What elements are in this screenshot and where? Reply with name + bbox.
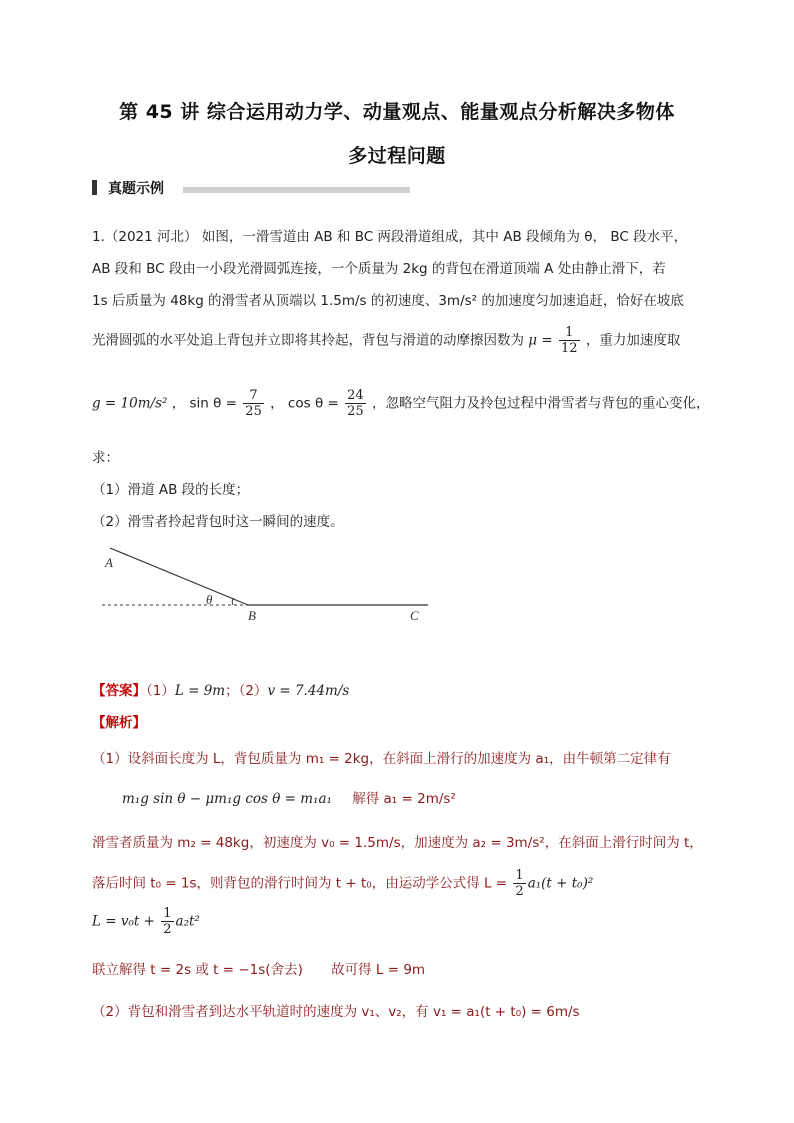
label-b: B bbox=[248, 608, 256, 623]
analysis-eq-1 bbox=[122, 787, 456, 807]
analysis-label: 【解析】 bbox=[92, 715, 146, 731]
question-1: （1）滑道 AB 段的长度； bbox=[92, 482, 250, 498]
step5-text: 联立解得 t = 2s 或 t = −1s(舍去) bbox=[92, 962, 303, 978]
analysis-step-3 bbox=[92, 868, 593, 899]
label-theta: θ bbox=[206, 592, 213, 607]
problem-line-5 bbox=[92, 388, 709, 419]
step3-expr: a₁(t + t₀)² bbox=[527, 875, 594, 892]
step4-num: 1 bbox=[163, 906, 172, 921]
sin-label: ， sin θ = bbox=[171, 395, 237, 412]
eq1-result: 解得 a₁ = 2m/s² bbox=[352, 791, 456, 807]
answer-v: v = 7.44m/s bbox=[267, 683, 350, 699]
eq1: m₁g sin θ − μm₁g cos θ = m₁a₁ bbox=[122, 791, 332, 807]
step3-fraction bbox=[513, 868, 525, 899]
step3-num: 1 bbox=[515, 868, 524, 883]
page-title: 第 45 讲 综合运用动力学、动量观点、能量观点分析解决多物体 bbox=[119, 101, 675, 123]
problem-line-3: 1s 后质量为 48kg 的滑雪者从顶端以 1.5m/s 的初速度、3m/s² 的加速度匀加速追赶，恰好在坡底 bbox=[92, 293, 684, 309]
question-2: （2）滑雪者拎起背包时这一瞬间的速度。 bbox=[92, 514, 344, 530]
problem-line-5-tail: ，忽略空气阻力及拎包过程中滑雪者与背包的重心变化， bbox=[371, 395, 710, 412]
cos-den: 25 bbox=[347, 404, 364, 419]
label-c: C bbox=[410, 608, 419, 623]
section-rule bbox=[183, 187, 410, 193]
analysis-step-1: （1）设斜面长度为 L，背包质量为 m₁ = 2kg，在斜面上滑行的加速度为 a₁，由牛顿第二定律有 bbox=[92, 751, 671, 767]
cos-label: ， cos θ = bbox=[270, 395, 339, 412]
answer-label: 【答案】 bbox=[92, 683, 146, 699]
problem-line-1: 1.（2021 河北） 如图，一滑雪道由 AB 和 BC 两段滑道组成，其中 AB 段倾角为 θ， BC 段水平， bbox=[92, 229, 688, 245]
answer-sep: ；（2） bbox=[225, 683, 268, 699]
analysis-step-2: 滑雪者质量为 m₂ = 48kg，初速度为 v₀ = 1.5m/s，加速度为 a₂ = 3m/s²，在斜面上滑行时间为 t， bbox=[92, 835, 703, 851]
step5-result: 故可得 L = 9m bbox=[331, 962, 426, 978]
cos-num: 24 bbox=[347, 388, 364, 403]
step4-fraction bbox=[161, 906, 173, 937]
section-label: 真题示例 bbox=[108, 181, 164, 197]
slope-diagram bbox=[100, 540, 440, 630]
step3-den: 2 bbox=[515, 884, 524, 899]
problem-line-6: 求： bbox=[92, 450, 119, 466]
analysis-step-5 bbox=[92, 958, 425, 978]
mu-num: 1 bbox=[559, 325, 580, 341]
mu-symbol: μ = bbox=[528, 332, 553, 349]
section-marker bbox=[92, 180, 97, 195]
answer-part1: （1） bbox=[146, 683, 175, 699]
sin-fraction bbox=[243, 388, 264, 419]
problem-line-2: AB 段和 BC 段由一小段光滑圆弧连接，一个质量为 2kg 的背包在滑道顶端 A 处由静止滑下，若 bbox=[92, 261, 666, 277]
step3-text: 落后时间 t₀ = 1s，则背包的滑行时间为 t + t₀，由运动学公式得 L = bbox=[92, 875, 508, 892]
answer-l: L = 9m bbox=[174, 683, 226, 699]
step4-den: 2 bbox=[163, 922, 172, 937]
analysis-step-4 bbox=[92, 906, 200, 937]
g-value: g = 10m/s² bbox=[92, 395, 168, 412]
sin-num: 7 bbox=[243, 388, 264, 404]
problem-line-4 bbox=[92, 325, 680, 356]
slope-ab bbox=[110, 548, 248, 605]
problem-line-4-text: 光滑圆弧的水平处追上背包并立即将其拎起，背包与滑道的动摩擦因数为 bbox=[92, 332, 524, 349]
step4-text: L = v₀t + bbox=[92, 913, 155, 930]
answer-line bbox=[92, 679, 349, 699]
sin-den: 25 bbox=[245, 404, 262, 419]
label-a: A bbox=[105, 555, 113, 570]
step4-expr: a₂t² bbox=[175, 913, 200, 930]
analysis-step-6: （2）背包和滑雪者到达水平轨道时的速度为 v₁、v₂，有 v₁ = a₁(t + t₀) = 6m/s bbox=[92, 1004, 580, 1020]
cos-fraction bbox=[345, 388, 366, 419]
mu-den: 12 bbox=[560, 341, 578, 356]
mu-fraction bbox=[559, 325, 580, 356]
page-title-line2: 多过程问题 bbox=[348, 145, 446, 167]
problem-line-4-tail: ，重力加速度取 bbox=[585, 332, 681, 349]
